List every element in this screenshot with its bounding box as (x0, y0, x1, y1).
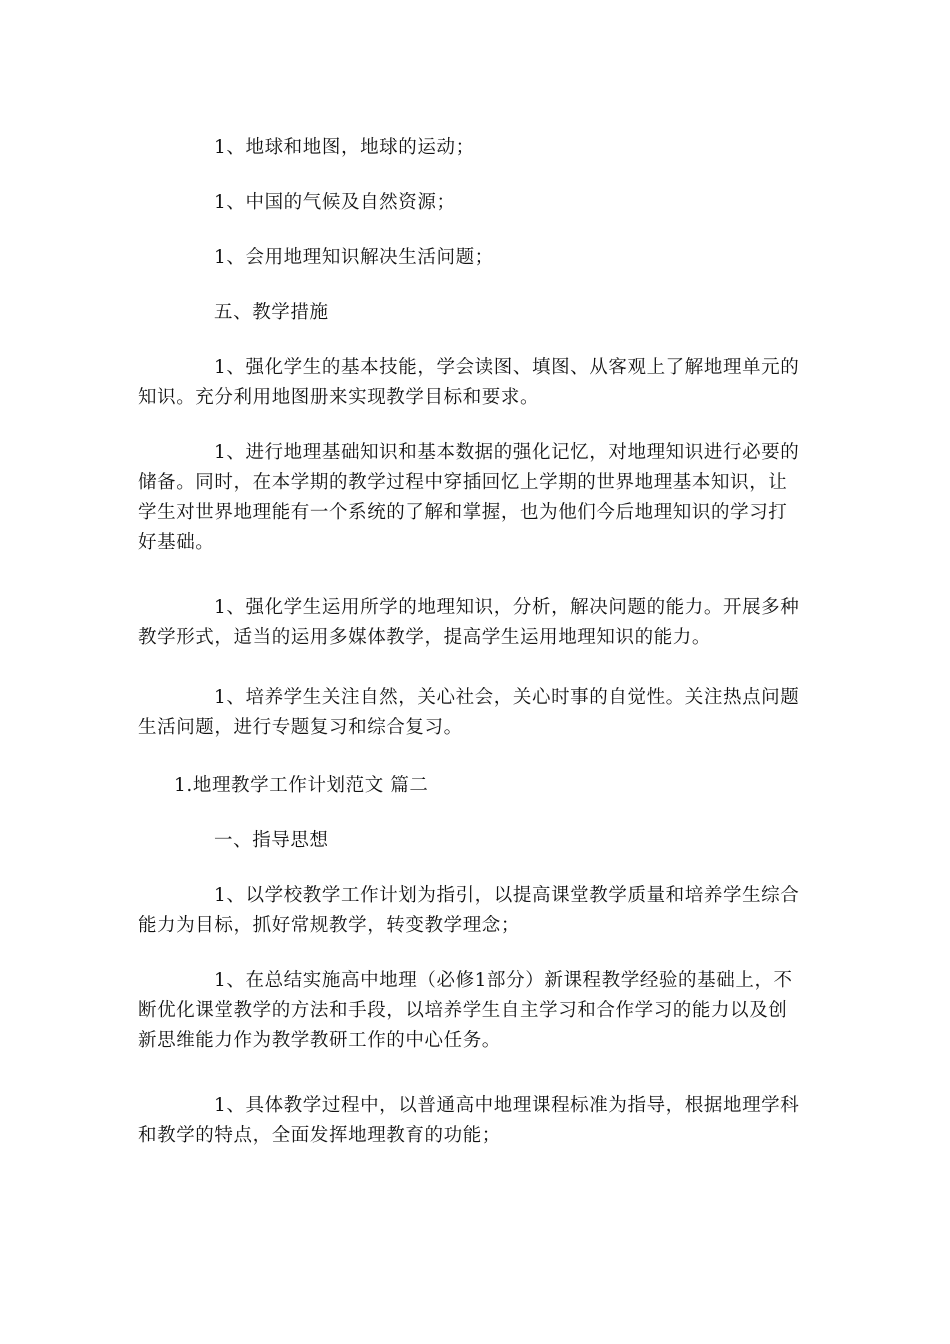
section-title-part-two: 1.地理教学工作计划范文 篇二 (174, 775, 429, 796)
section-heading-teaching-measures: 五、教学措施 (214, 302, 329, 323)
list-item-solve-life-problems: 1、会用地理知识解决生活问题； (214, 247, 494, 268)
paragraph-memory-reinforcement: 1、进行地理基础知识和基本数据的强化记忆，对地理知识进行必要的储备。同时，在本学期的教学过程中穿插回忆上学期的世界地理基本知识，让学生对世界地理能有一个系统的了解和掌握，也为他们今后地理知识的学习打好基础。 (138, 442, 800, 553)
paragraph-applied-knowledge: 1、强化学生运用所学的地理知识，分析，解决问题的能力。开展多种教学形式，适当的运用多媒体教学，提高学生运用地理知识的能力。 (138, 597, 800, 648)
paragraph-social-awareness: 1、培养学生关注自然，关心社会，关心时事的自觉性。关注热点问题生活问题，进行专题复习和综合复习。 (138, 687, 800, 738)
paragraph-basic-skills: 1、强化学生的基本技能，学会读图、填图、从客观上了解地理单元的知识。充分利用地图册来实现教学目标和要求。 (138, 357, 800, 408)
list-item-earth-and-maps: 1、地球和地图，地球的运动； (214, 137, 475, 158)
paragraph-school-plan: 1、以学校教学工作计划为指引，以提高课堂教学质量和培养学生综合能力为目标，抓好常规教学，转变教学理念； (138, 885, 800, 936)
list-item-china-climate: 1、中国的气候及自然资源； (214, 192, 456, 213)
paragraph-curriculum-reform: 1、在总结实施高中地理（必修1部分）新课程教学经验的基础上，不断优化课堂教学的方法和手段，以培养学生自主学习和合作学习的能力以及创新思维能力作为教学教研工作的中心任务。 (138, 970, 793, 1051)
section-heading-guiding-ideology: 一、指导思想 (214, 830, 329, 851)
paragraph-teaching-process: 1、具体教学过程中，以普通高中地理课程标准为指导，根据地理学科和教学的特点，全面发挥地理教育的功能； (138, 1095, 800, 1146)
